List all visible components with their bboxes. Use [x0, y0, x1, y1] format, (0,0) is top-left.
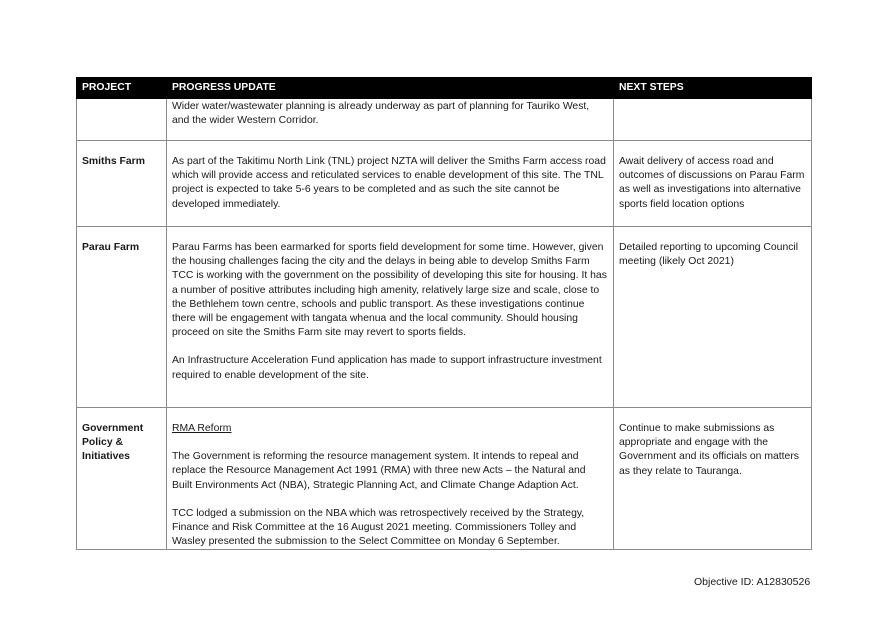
table-row	[77, 141, 812, 227]
objective-id: Objective ID: A12830526	[694, 576, 811, 588]
project-cell: Smiths Farm	[77, 141, 167, 227]
project-cell: Government Policy & Initiatives	[77, 408, 167, 550]
table-row	[77, 99, 812, 141]
progress-cell	[167, 99, 614, 141]
progress-paragraph: TCC lodged a submission on the NBA which was retrospectively received by the Strategy, Finance and Risk Committee at the 16 August 2021 meeting. Commissioners Tolley and Wasley presented the submission to the Select Committee on Monday 6 September.	[172, 507, 585, 548]
progress-table	[76, 77, 812, 550]
next-steps-cell: Detailed reporting to upcoming Council meeting (likely Oct 2021)	[614, 227, 812, 408]
project-cell	[77, 99, 167, 141]
project-cell: Parau Farm	[77, 227, 167, 408]
header-next-steps: NEXT STEPS	[614, 78, 812, 99]
progress-paragraph: Wider water/wastewater planning is already underway as part of planning for Tauriko West, and the wider Western Corridor.	[172, 101, 590, 127]
progress-cell	[167, 141, 614, 227]
table-header-row	[77, 78, 812, 99]
progress-paragraph: As part of the Takitimu North Link (TNL) project NZTA will deliver the Smiths Farm access road which will provide access and reticulated services to enable development of this site. The TNL project is expected to take 5-6 years to be completed and as such the site cannot be developed immediately.	[172, 156, 606, 210]
next-steps-cell: Continue to make submissions as appropriate and engage with the Government and its officials on matters as they relate to Tauranga.	[614, 408, 812, 550]
progress-cell	[167, 227, 614, 408]
table-row	[77, 408, 812, 550]
header-project: PROJECT	[77, 78, 167, 99]
progress-paragraph: Parau Farms has been earmarked for sports field development for some time. However, given the housing challenges facing the city and the delays in being able to develop Smiths Farm TCC is working with the government on the possibility of developing this site for housing. It has a number of positive attributes including high amenity, relatively large size and scale, close to the Bethlehem town centre, schools and public transport. As these investigations continue there will be engagement with tangata whenua and the local community. Should housing proceed on site the Smiths Farm site may revert to sports fields.	[172, 242, 607, 339]
progress-paragraph: The Government is reforming the resource management system. It intends to repeal and replace the Resource Management Act 1991 (RMA) with three new Acts – the Natural and Built Environments Act (NBA), Strategic Planning Act, and Climate Change Adaption Act.	[172, 451, 586, 491]
progress-cell	[167, 408, 614, 550]
table-row	[77, 227, 812, 408]
progress-heading: RMA Reform	[172, 423, 232, 434]
progress-paragraph: An Infrastructure Acceleration Fund application has made to support infrastructure investment required to enable development of the site.	[172, 355, 602, 381]
header-progress-update: PROGRESS UPDATE	[167, 78, 614, 99]
next-steps-cell	[614, 99, 812, 141]
next-steps-cell: Await delivery of access road and outcomes of discussions on Parau Farm as well as investigations into alternative sports field location options	[614, 141, 812, 227]
